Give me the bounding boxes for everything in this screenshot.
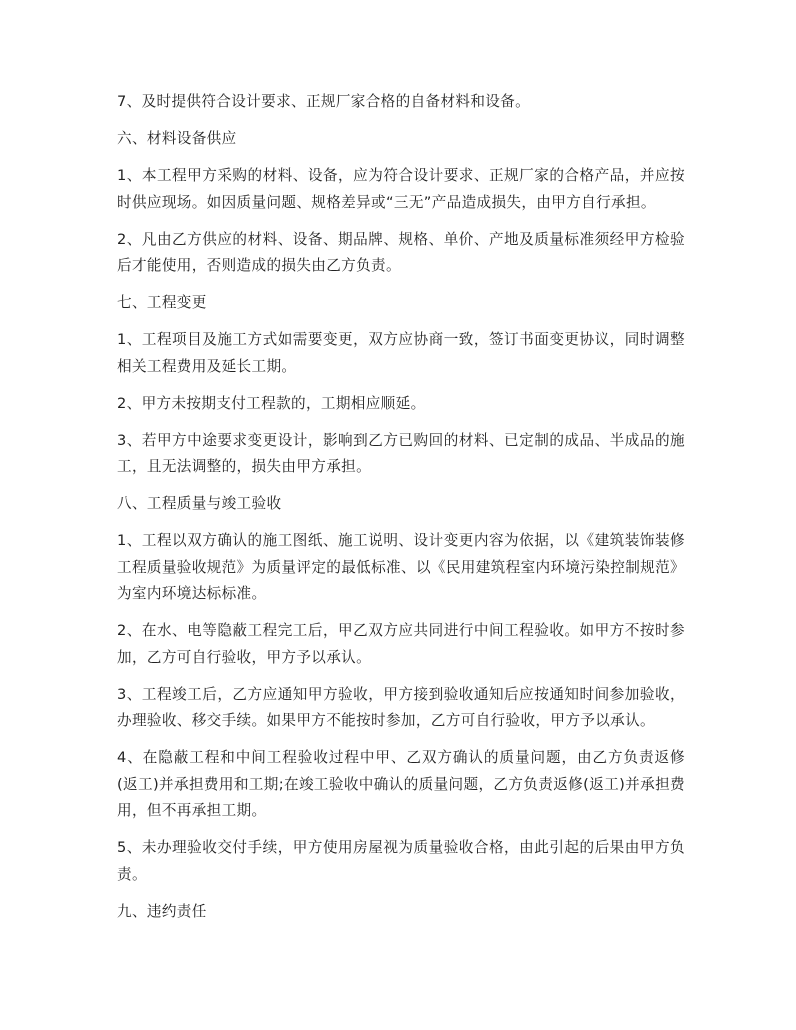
list-item: 1、工程以双方确认的施工图纸、施工说明、设计变更内容为依据，以《建筑装饰装修工程质量验收规范》为质量评定的最低标准、以《民用建筑程室内环境污染控制规范》为室内环境达标标准。	[117, 532, 685, 602]
section-heading-materials: 六、材料设备供应	[117, 130, 237, 147]
list-item: 3、若甲方中途要求变更设计，影响到乙方已购回的材料、已定制的成品、半成品的施工，且无法调整的，损失由甲方承担。	[117, 431, 685, 475]
list-item: 5、未办理验收交付手续，甲方使用房屋视为质量验收合格，由此引起的后果由甲方负责。	[117, 839, 685, 883]
list-item: 7、及时提供符合设计要求、正规厂家合格的自备材料和设备。	[117, 93, 531, 110]
section-heading-changes: 七、工程变更	[117, 294, 207, 311]
list-item: 2、凡由乙方供应的材料、设备、期品牌、规格、单价、产地及质量标准须经甲方检验后才能使用，否则造成的损失由乙方负责。	[117, 230, 685, 274]
list-item: 1、本工程甲方采购的材料、设备，应为符合设计要求、正规厂家的合格产品，并应按时供应现场。如因质量问题、规格差异或“三无”产品造成损失，由甲方自行承担。	[117, 167, 685, 211]
list-item: 2、甲方未按期支付工程款的，工期相应顺延。	[117, 394, 426, 412]
list-item: 1、工程项目及施工方式如需要变更，双方应协商一致，签订书面变更协议，同时调整相关工程费用及延长工期。	[117, 331, 685, 375]
section-heading-quality: 八、工程质量与竣工验收	[117, 495, 282, 512]
list-item: 2、在水、电等隐蔽工程完工后，甲乙双方应共同进行中间工程验收。如甲方不按时参加，乙方可自行验收，甲方予以承认。	[117, 622, 685, 666]
document-page	[117, 89, 685, 936]
list-item: 3、工程竣工后，乙方应通知甲方验收，甲方接到验收通知后应按通知时间参加验收，办理验收、移交手续。如果甲方不能按时参加，乙方可自行验收，甲方予以承认。	[117, 685, 685, 729]
list-item: 4、在隐蔽工程和中间工程验收过程中甲、乙双方确认的质量问题，由乙方负责返修(返工)并承担费用和工期;在竣工验收中确认的质量问题，乙方负责返修(返工)并承担费用，但不再承担工期。	[117, 749, 685, 819]
section-heading-liability: 九、违约责任	[117, 902, 207, 920]
